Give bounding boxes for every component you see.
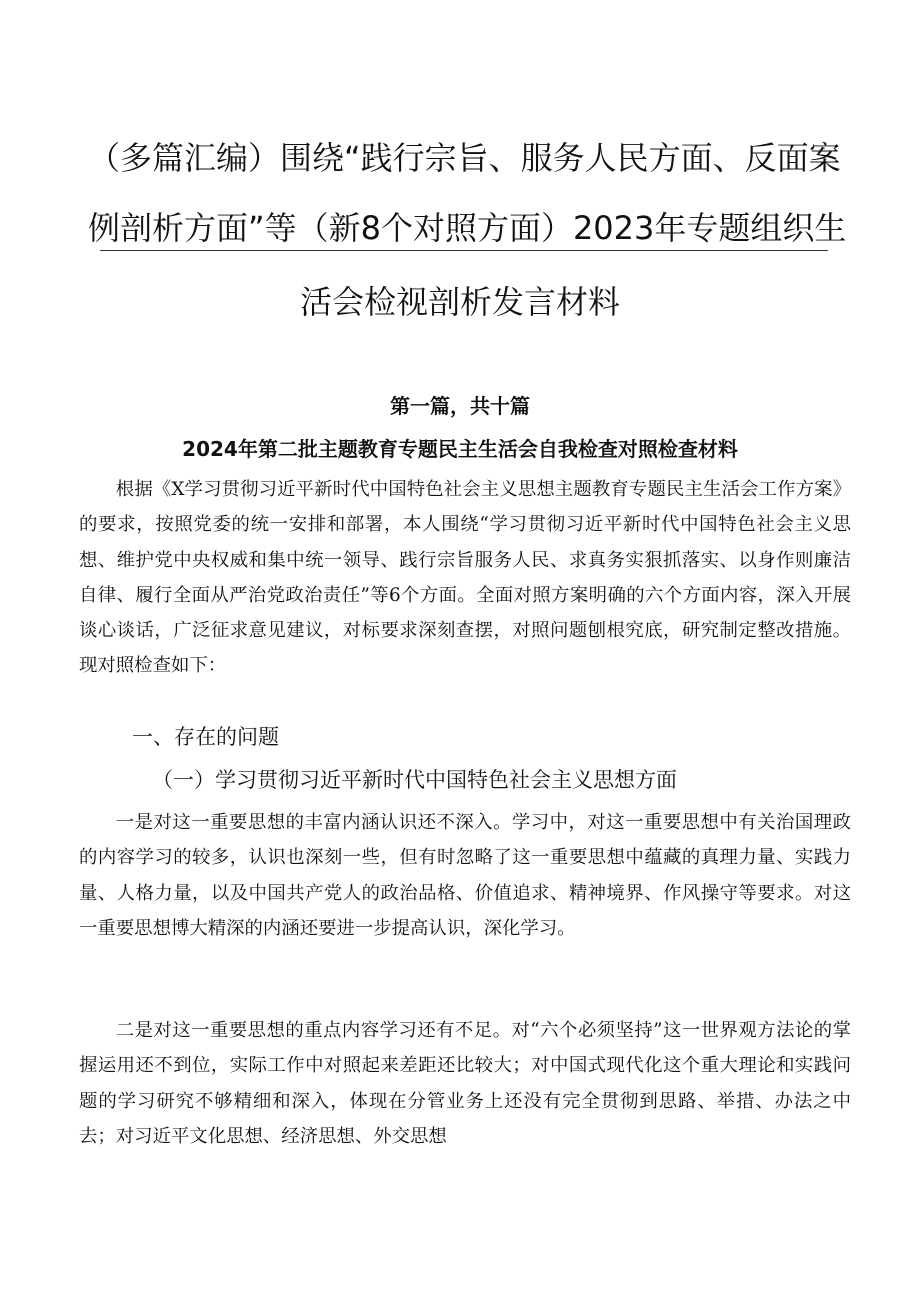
heading-study-thought: （一）学习贯彻习近平新时代中国特色社会主义思想方面: [152, 768, 677, 792]
part-label: 第一篇，共十篇: [390, 394, 530, 418]
body-paragraph-2: 二是对这一重要思想的重点内容学习还有不足。对“六个必须坚持”这一世界观方法论的掌握运用还不到位，实际工作中对照起来差距还比较大；对中国式现代化这个重大理论和实践问题的学习研究不够精细和深入，体现在分管业务上还没有完全贯彻到思路、举措、办法之中去；对习近平文化思想、经济思想、外交思想: [79, 1020, 851, 1147]
body-paragraph-1: 一是对这一重要思想的丰富内涵认识还不深入。学习中，对这一重要思想中有关治国理政的内容学习的较多，认识也深刻一些，但有时忽略了这一重要思想中蕴藏的真理力量、实践力量、人格力量，以及中国共产党人的政治品格、价值追求、精神境界、作风操守等要求。对这一重要思想博大精深的内涵还要进一步提高认识，深化学习。: [79, 812, 851, 939]
intro-paragraph: 根据《X学习贯彻习近平新时代中国特色社会主义思想主题教育专题民主生活会工作方案》的要求，按照党委的统一安排和部署，本人围绕“学习贯彻习近平新时代中国特色社会主义思想、维护党中央权威和集中统一领导、践行宗旨服务人民、求真务实狠抓落实、以身作则廉洁自律、履行全面从严治党政治责任”等6个方面。全面对照方案明确的六个方面内容，深入开展谈心谈话，广泛征求意见建议，对标要求深刻查摆，对照问题刨根究底，研究制定整改措施。现对照检查如下：: [79, 479, 851, 677]
document-title-line-2: 例剖析方面”等（新8个对照方面）2023年专题组织生: [88, 209, 847, 247]
section-subtitle: 2024年第二批主题教育专题民主生活会自我检查对照检查材料: [182, 437, 738, 461]
heading-existing-problems: 一、存在的问题: [132, 725, 279, 749]
document-title-line-1: （多篇汇编）围绕“践行宗旨、服务人民方面、反面案: [88, 139, 841, 177]
document-title-line-3: 活会检视剖析发言材料: [299, 283, 620, 321]
